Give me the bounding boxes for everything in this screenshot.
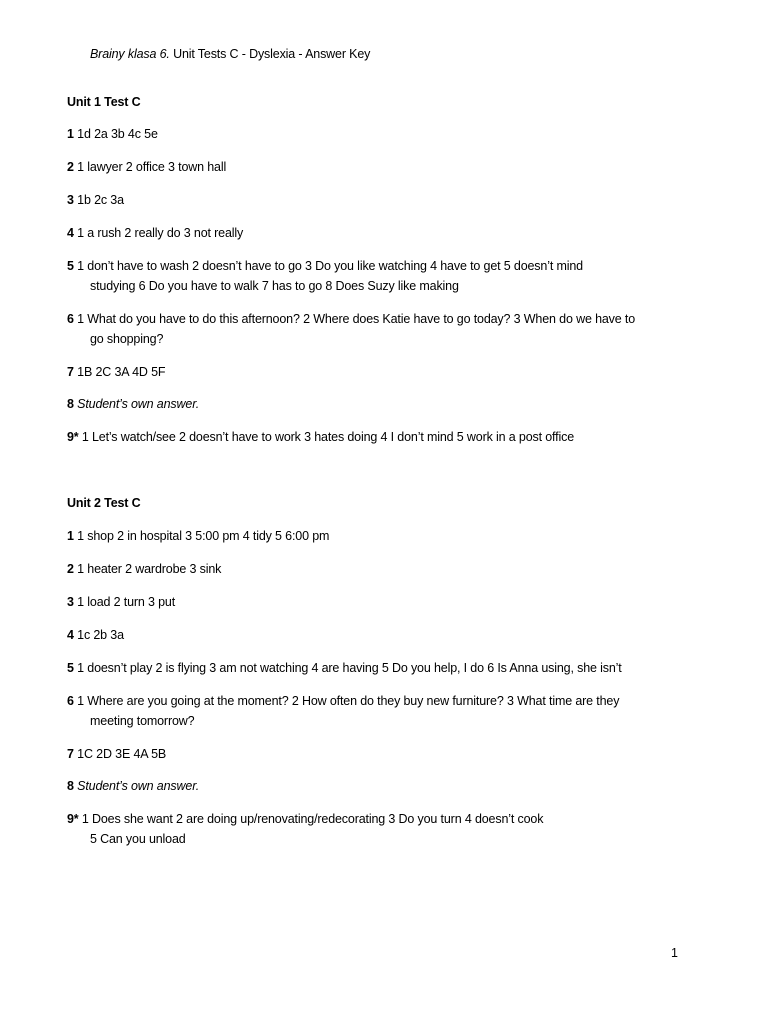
answer-text: 1b 2c 3a <box>77 193 124 207</box>
question-number: 6 <box>67 312 74 326</box>
answer-continuation: studying 6 Do you have to walk 7 has to go 8 Does Suzy like making <box>90 279 459 293</box>
answer-text: 1 What do you have to do this afternoon? 2 Where does Katie have to go today? 3 When do we have to <box>77 312 636 326</box>
answer-line <box>67 627 124 643</box>
answer-line <box>67 561 221 577</box>
question-number: 4 <box>67 628 74 642</box>
answer-line <box>67 311 635 327</box>
answer-line <box>67 258 583 274</box>
answer-text: 1C 2D 3E 4A 5B <box>77 747 167 761</box>
answer-line <box>67 811 543 827</box>
question-number: 4 <box>67 226 74 240</box>
answer-line <box>67 528 329 544</box>
answer-text: 1B 2C 3A 4D 5F <box>77 365 166 379</box>
answer-text: 1 shop 2 in hospital 3 5:00 pm 4 tidy 5 6:00 pm <box>77 529 330 543</box>
question-number: 7 <box>67 747 74 761</box>
book-title: Brainy klasa 6. <box>90 47 170 61</box>
answer-line <box>67 396 199 412</box>
answer-continuation: meeting tomorrow? <box>90 714 195 728</box>
question-number: 9* <box>67 812 79 826</box>
answer-text: Student’s own answer. <box>77 397 200 411</box>
question-number: 1 <box>67 127 74 141</box>
answer-line <box>67 126 158 142</box>
answer-text: 1 heater 2 wardrobe 3 sink <box>77 562 222 576</box>
answer-line <box>67 159 226 175</box>
answer-continuation: 5 Can you unload <box>90 832 186 846</box>
page-number: 1 <box>671 946 678 960</box>
answer-text: 1 Where are you going at the moment? 2 How often do they buy new furniture? 3 What time are they <box>77 694 620 708</box>
question-number: 7 <box>67 365 74 379</box>
answer-text: 1 load 2 turn 3 put <box>77 595 176 609</box>
answer-text: 1c 2b 3a <box>77 628 124 642</box>
question-number: 8 <box>67 397 74 411</box>
answer-text: 1 doesn’t play 2 is flying 3 am not watching 4 are having 5 Do you help, I do 6 Is Anna using, she isn’t <box>77 661 622 675</box>
question-number: 9* <box>67 430 79 444</box>
answer-line <box>67 778 199 794</box>
answer-line <box>67 660 622 676</box>
answer-text: 1 Let’s watch/see 2 doesn’t have to work 3 hates doing 4 I don’t mind 5 work in a post office <box>81 430 575 444</box>
question-number: 3 <box>67 595 74 609</box>
answer-text: 1 lawyer 2 office 3 town hall <box>77 160 227 174</box>
question-number: 5 <box>67 259 74 273</box>
answer-line <box>67 594 175 610</box>
answer-continuation: go shopping? <box>90 332 164 346</box>
question-number: 6 <box>67 694 74 708</box>
answer-line <box>67 693 619 709</box>
answer-text: Student’s own answer. <box>77 779 200 793</box>
question-number: 8 <box>67 779 74 793</box>
answer-text: 1 don’t have to wash 2 doesn’t have to go 3 Do you like watching 4 have to get 5 doesn’t mind <box>77 259 583 273</box>
question-number: 2 <box>67 160 74 174</box>
answer-line <box>67 746 166 762</box>
document-header <box>90 46 370 62</box>
document-title: Unit Tests C - Dyslexia - Answer Key <box>173 47 371 61</box>
question-number: 2 <box>67 562 74 576</box>
unit-title: Unit 2 Test C <box>67 496 141 510</box>
question-number: 3 <box>67 193 74 207</box>
answer-text: 1 Does she want 2 are doing up/renovating/redecorating 3 Do you turn 4 doesn’t cook <box>81 812 544 826</box>
answer-text: 1d 2a 3b 4c 5e <box>77 127 158 141</box>
answer-line <box>67 364 165 380</box>
answer-line <box>67 225 243 241</box>
answer-text: 1 a rush 2 really do 3 not really <box>77 226 244 240</box>
question-number: 1 <box>67 529 74 543</box>
answer-line <box>67 429 574 445</box>
answer-line <box>67 192 124 208</box>
question-number: 5 <box>67 661 74 675</box>
unit-title: Unit 1 Test C <box>67 95 141 109</box>
